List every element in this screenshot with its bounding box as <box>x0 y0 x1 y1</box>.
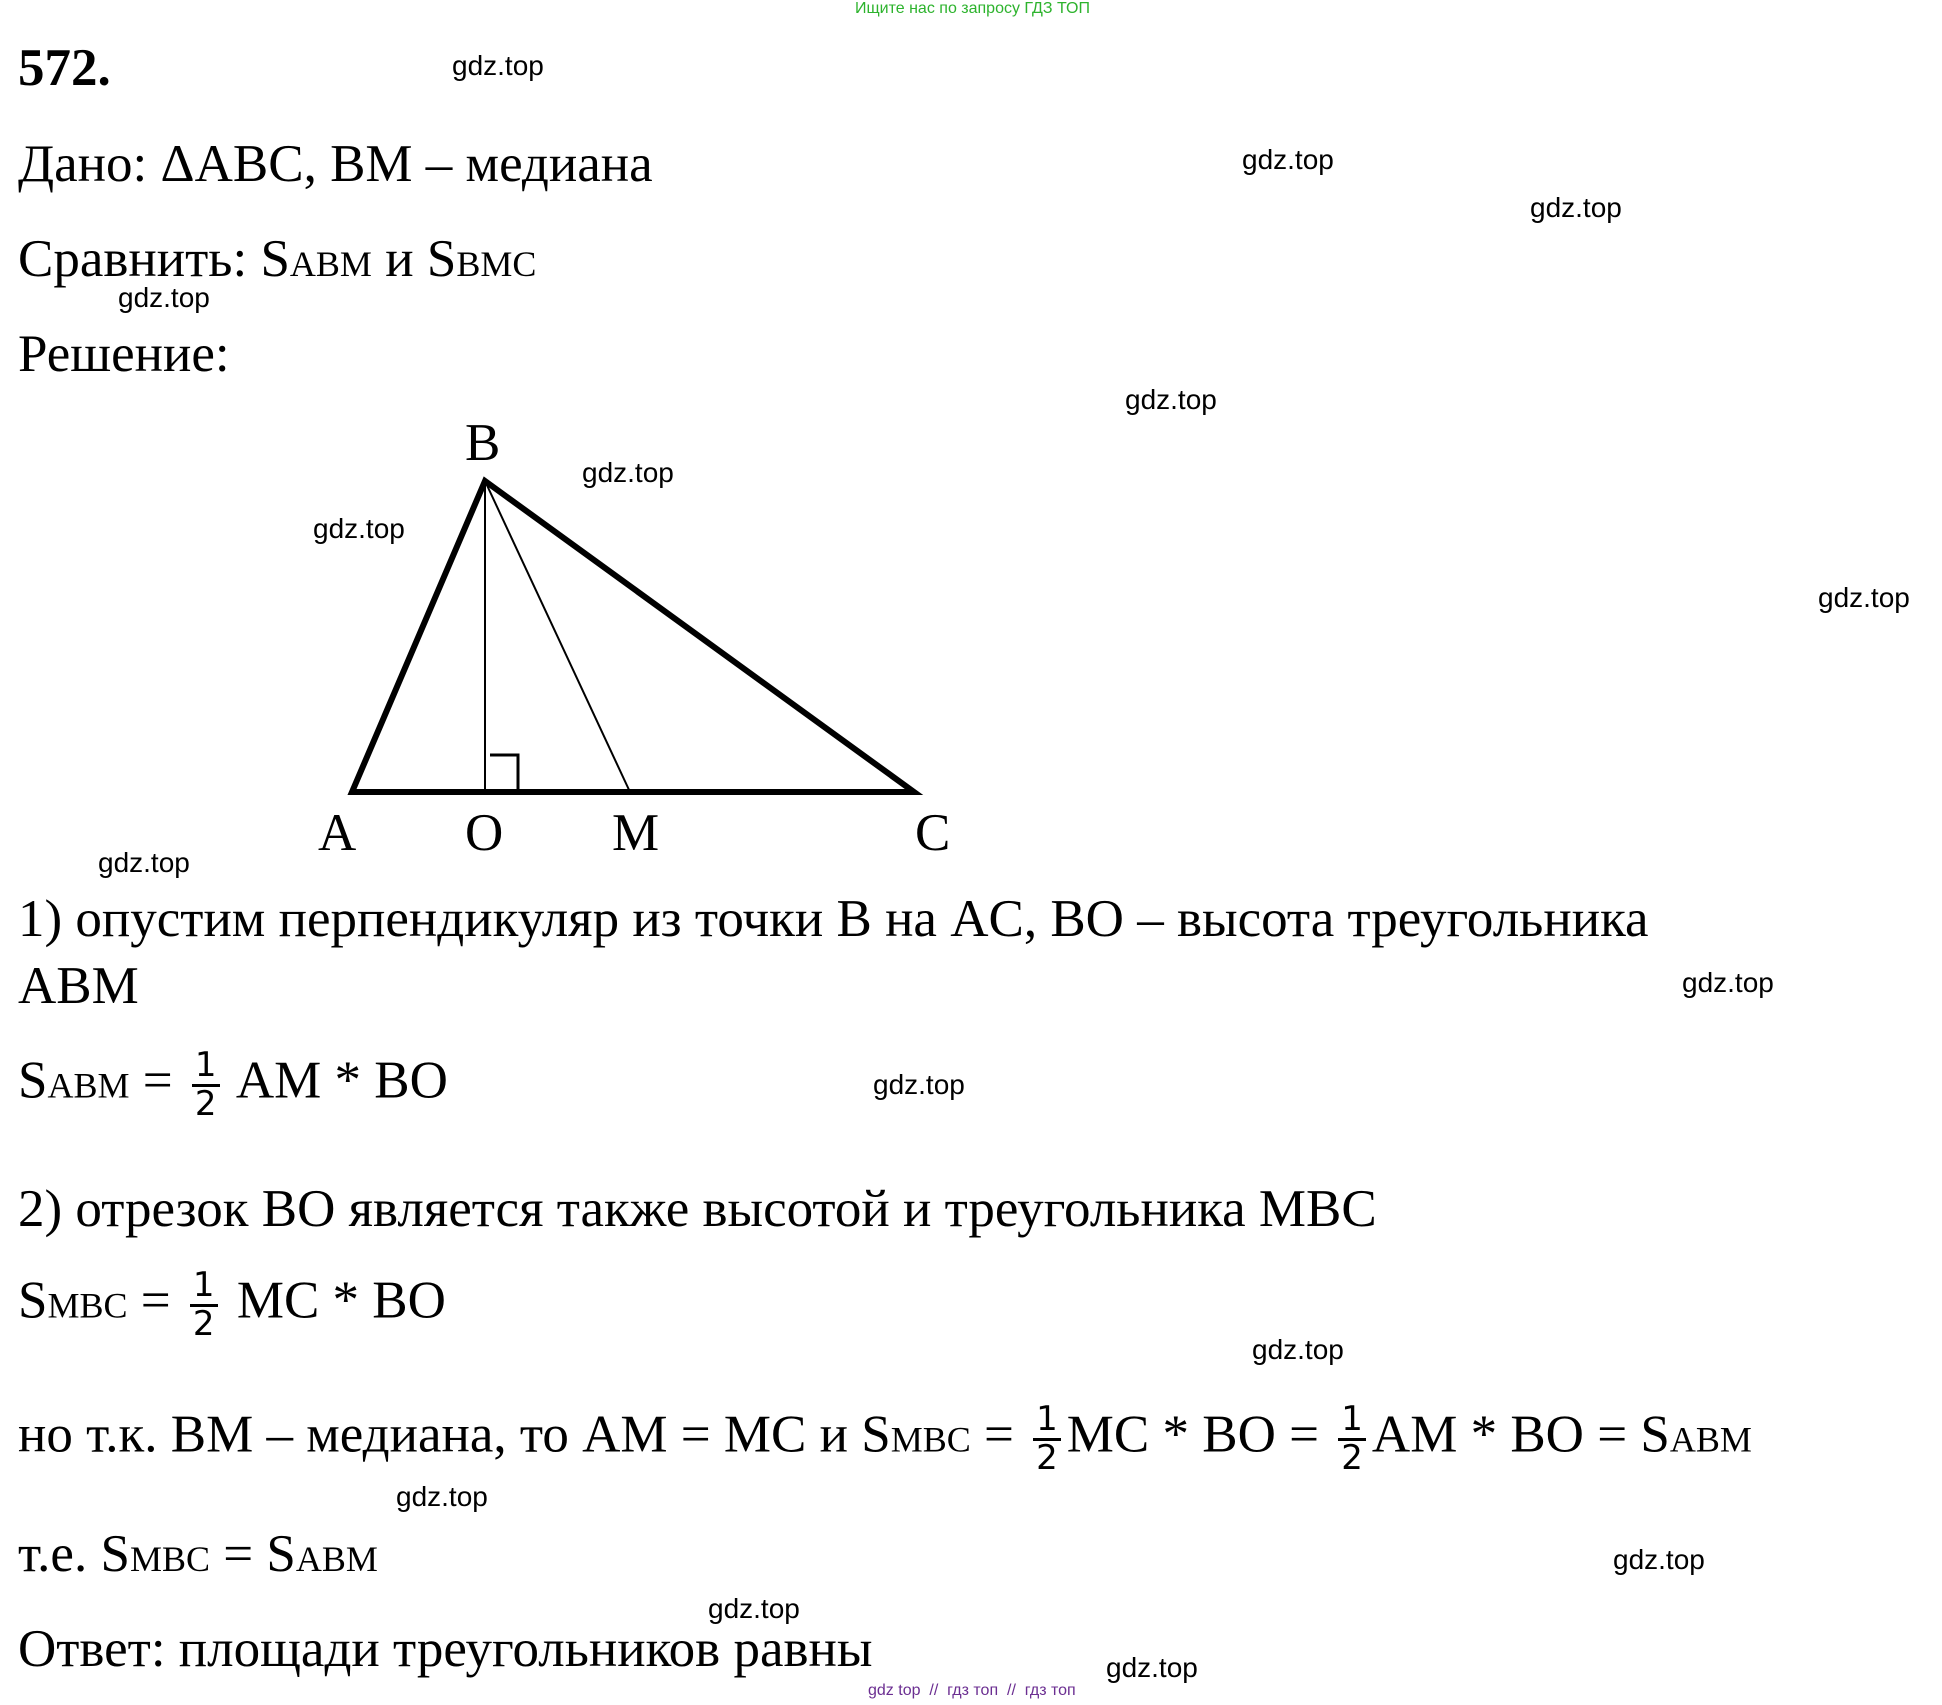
formula2-sub: MBC <box>47 1285 128 1326</box>
conclusion-s2: S <box>1640 1405 1670 1464</box>
formula-1 <box>18 1045 448 1124</box>
watermark: gdz.top <box>1818 582 1910 613</box>
watermark: gdz.top <box>1252 1334 1344 1365</box>
formula2-eq: = <box>140 1271 171 1330</box>
watermark: gdz.top <box>1242 144 1334 175</box>
given-line <box>18 135 653 193</box>
conclusion-eq1: = <box>970 1405 1028 1464</box>
conclusion-sub2: ABM <box>1669 1419 1752 1460</box>
watermark: gdz.top <box>1613 1544 1705 1575</box>
compare-label: Сравнить: <box>18 230 248 288</box>
watermark: gdz.top <box>873 1069 965 1100</box>
conclusion-part1: но т.к. BM – медиана, то AM = MC и <box>18 1405 862 1464</box>
compare-s2: S <box>426 230 457 288</box>
compare-conj: и <box>385 230 414 288</box>
watermark: gdz.top <box>1530 192 1622 223</box>
conclusion-fraction-2 <box>1338 1399 1366 1478</box>
watermark: gdz.top <box>118 282 210 313</box>
formula1-rest: AM * BO <box>235 1051 448 1110</box>
watermark: gdz.top <box>582 457 674 488</box>
step2-text: 2) отрезок BO является также высотой и треугольника MBC <box>18 1180 1377 1238</box>
formula1-s: S <box>18 1051 48 1110</box>
given-text: ΔABC, BM – медиана <box>160 135 653 193</box>
formula2-num: 1 <box>190 1268 218 1307</box>
watermark: gdz.top <box>1682 967 1774 998</box>
formula-2 <box>18 1265 446 1344</box>
watermark: gdz.top <box>313 513 405 544</box>
point-label-c: C <box>915 804 951 862</box>
point-label-a: A <box>318 804 357 862</box>
conclusion-s: S <box>861 1405 891 1464</box>
answer-line: Ответ: площади треугольников равны <box>18 1620 873 1678</box>
formula1-eq: = <box>142 1051 173 1110</box>
median-bm <box>485 481 630 792</box>
te-line <box>18 1525 378 1583</box>
watermark: gdz.top <box>1125 384 1217 415</box>
solution-label: Решение: <box>18 325 230 383</box>
te-s1: S <box>100 1525 130 1583</box>
point-label-m: M <box>612 804 660 862</box>
conclusion-fraction-1 <box>1033 1399 1061 1478</box>
te-sub2: ABM <box>295 1539 378 1579</box>
compare-line <box>18 230 537 288</box>
te-sub1: MBC <box>129 1539 210 1579</box>
te-prefix: т.е. <box>18 1525 101 1583</box>
point-label-o: O <box>465 804 504 862</box>
footer-links[interactable]: gdz top // гдз топ // гдз топ <box>868 1682 1076 1699</box>
formula1-sub: ABM <box>47 1065 130 1106</box>
conclusion-num2: 1 <box>1338 1402 1366 1441</box>
step1-text-cont: ABM <box>18 957 139 1015</box>
triangle-abc <box>352 481 914 792</box>
watermark: gdz.top <box>98 847 190 878</box>
formula2-s: S <box>18 1271 48 1330</box>
step1-text: 1) опустим перпендикуляр из точки B на AC, BO – высота треугольника <box>18 890 1649 948</box>
conclusion-den1: 2 <box>1036 1437 1058 1478</box>
formula1-den: 2 <box>194 1083 217 1124</box>
watermark: gdz.top <box>452 50 544 81</box>
formula1-num: 1 <box>192 1048 220 1087</box>
conclusion-end: AM * BO = <box>1371 1405 1641 1464</box>
compare-s1: S <box>260 230 290 288</box>
top-banner[interactable]: Ищите нас по запросу ГДЗ ТОП <box>855 0 1090 17</box>
right-angle-mark <box>490 755 518 790</box>
te-s2: S <box>266 1525 296 1583</box>
compare-s2-sub: BMC <box>456 244 537 284</box>
problem-number: 572. <box>18 39 111 97</box>
point-label-b: B <box>465 414 501 472</box>
given-label: Дано: <box>18 135 148 193</box>
formula2-rest: MC * BO <box>236 1271 446 1330</box>
conclusion-line <box>18 1399 1752 1478</box>
formula1-fraction <box>192 1045 220 1124</box>
formula2-den: 2 <box>192 1303 215 1344</box>
conclusion-mid: MC * BO = <box>1066 1405 1333 1464</box>
conclusion-sub: MBC <box>890 1419 971 1460</box>
watermark: gdz.top <box>708 1593 800 1624</box>
conclusion-den2: 2 <box>1341 1437 1363 1478</box>
conclusion-num1: 1 <box>1033 1402 1061 1441</box>
formula2-fraction <box>190 1265 218 1344</box>
te-eq: = <box>209 1525 267 1583</box>
watermark: gdz.top <box>396 1481 488 1512</box>
watermark: gdz.top <box>1106 1652 1198 1683</box>
compare-s1-sub: ABM <box>289 244 372 284</box>
